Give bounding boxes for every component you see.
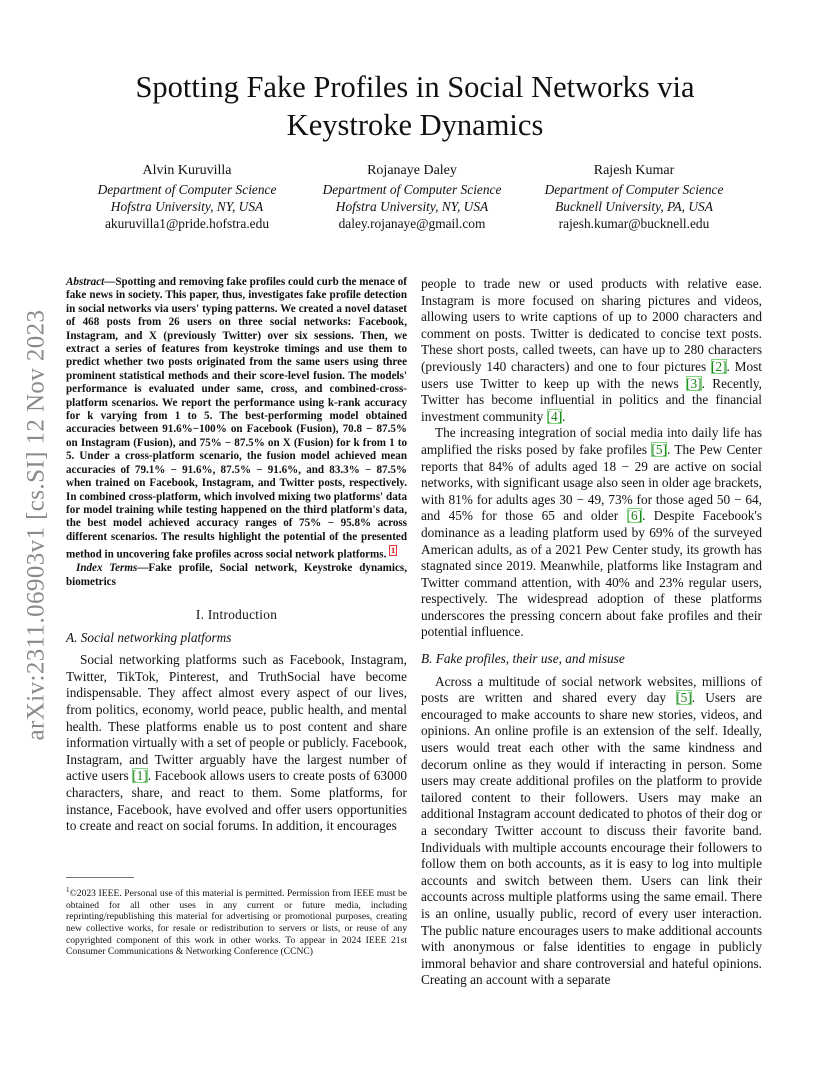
citation-link[interactable]: [ 1 ] [132, 768, 148, 783]
paper-title: Spotting Fake Profiles in Social Networks via Keystroke Dynamics [135, 70, 695, 142]
body-paragraph [66, 652, 407, 835]
paragraph-text: . Despite Facebook's dominance as a leading platform used by 69% of the surveyed American adults, as of a 2021 Pew Center study, its growth has stagnated since 2019. Meanwhile, platforms like Instagram and Twitter command attention, with 40% and 23% regular users, respectively. The widespread adoption of these platforms underscores the pressing concern about fake profiles and their potential influence. [421, 508, 763, 640]
footnote-text: ©2023 IEEE. Personal use of this material is permitted. Permission from IEEE must be obtained for all other uses in any current or future media, including reprinting/republishing this material for advertising or promotional purposes, creating new collective works, for resale or redistribution to servers or lists, or reuse of any copyrighted component of this work in other works. To appear in 2024 IEEE 21st Consumer Communications & Networking Conference (CCNC) [66, 888, 407, 958]
arxiv-side-banner [20, 290, 52, 760]
body-paragraph [421, 425, 762, 641]
author-university: Hofstra University, NY, USA [335, 199, 489, 214]
footnote-mark: 1 [66, 886, 70, 894]
paragraph-text: . [562, 408, 566, 424]
right-column [421, 276, 762, 989]
arxiv-identifier: arXiv:2311.06903v1 [cs.SI] 12 Nov 2023 [22, 309, 49, 741]
paragraph-text: . The Pew Center reports that 84% of adults aged 18 − 29 are active on social networks, with significant usage also seen in older age brackets, with 81% for adults ages 30 − 49, 73% for those aged 50 − 64, and 45% for those 65 and older [421, 441, 763, 524]
abstract-lead: Abstract [66, 276, 105, 288]
abstract-text: —Spotting and removing fake profiles could curb the menace of fake news in society. This paper, thus, investigates fake profile detection in social networks via users' typing patterns. We created a novel dataset of 468 posts from 26 users on three social networks: Facebook, Instagram, and X (previously Twitter) over six sessions. Then, we extract a series of features from keystroke timings and use them to predict whether two posts originated from the same users using three prominent statistical methods and their score-level fusion. The models' performance is evaluated under same, cross, and combined-cross-platform scenarios. We report the performance using k-rank accuracy for k varying from 1 to 5. The best-performing model obtained accuracies between 91.6%−100% on Facebook (Fusion), 70.8 − 87.5% on Instagram (Fusion), and 75% − 87.5% on X (Fusion) for k from 1 to 5. Under a cross-platform scenario, the fusion model achieved mean accuracies of 79.1% − 91.6%, 87.5% − 91.6%, and 83.3% − 87.5% when trained on Facebook, Instagram, and Twitter posts, respectively. In combined cross-platform, which involved mixing two platforms' data for model training while testing happened on the third platform's data, the best model achieved accuracy ranges of 75% − 95.8% across different scenarios. The results highlight the potential of the presented method in uncovering fake profiles across social network platforms. [66, 276, 407, 561]
author-email: daley.rojanaye@gmail.com [338, 216, 486, 231]
footnote [66, 885, 407, 958]
author-university: Bucknell University, PA, USA [555, 199, 713, 214]
author-block [519, 162, 749, 232]
author-university: Hofstra University, NY, USA [110, 199, 264, 214]
index-terms [66, 562, 407, 589]
footnote-divider [66, 877, 134, 878]
citation-link[interactable]: [ 6 ] [627, 508, 643, 523]
author-email: akuruvilla1@pride.hofstra.edu [104, 216, 270, 231]
citation-link[interactable]: [ 5 ] [651, 442, 667, 457]
abstract [66, 276, 407, 562]
author-department: Department of Computer Science [544, 182, 724, 197]
paragraph-text: . Recently, Twitter has become influential in politics and the financial investment community [421, 375, 762, 424]
paragraph-text: . Facebook allows users to create posts of 63000 characters, share, and react to them. Some platforms, for instance, Facebook, have evolved and offer users opportunities to create and react on social forums. In addition, it encourages [66, 768, 408, 834]
citation-link[interactable]: [ 2 ] [711, 359, 727, 374]
citation-link[interactable]: [ 4 ] [547, 409, 563, 424]
paragraph-text: people to trade new or used products with relative ease. Instagram is more focused on sharing pictures and videos, allowing users to write captions of up to 2000 characters and comment on posts. Twitter is dedicated to concise text posts. These short posts, called tweets, can have up to 280 characters (previously 140 characters) and one to four pictures [421, 276, 762, 374]
subsection-heading-a: A. Social networking platforms [66, 629, 232, 645]
index-terms-text: —Fake profile, Social network, Keystroke dynamics, biometrics [66, 562, 407, 588]
author-email: rajesh.kumar@bucknell.edu [558, 216, 710, 231]
citation-link[interactable]: [ 3 ] [686, 376, 702, 391]
citation-link[interactable]: [ 5 ] [676, 690, 692, 705]
paragraph-text: . Most users use Twitter to keep up with the news [421, 358, 762, 391]
section-heading-introduction: I. Introduction [195, 607, 278, 623]
index-terms-lead: Index Terms [76, 562, 138, 575]
author-department: Department of Computer Science [322, 182, 502, 197]
left-column [66, 276, 407, 835]
author-department: Department of Computer Science [97, 182, 277, 197]
paragraph-text: . Users are encouraged to make accounts to share new stories, videos, and opinions. An online profile is an extension of the self. Ideally, users would treat each other with the same kindness and decorum online as they would if interacting in person. Some users may create additional profiles on the platform to provide tailored content to their followers. Users may make an additional Instagram account dedicated to photos of their dog or a secondary Twitter account to discuss their favorite band. Individuals with multiple accounts encourage their followers to follow them on both accounts, as it is easy to log into multiple accounts and switch between them. Users can link their accounts across multiple platforms using the same email. There is an online, usually public, record of every user interaction. The public nature encourages users to make additional accounts with anonymous or false identities to engage in publicly immoral behavior and share controversial and hateful opinions. Creating an account with a separate [421, 690, 762, 988]
paragraph-text: The increasing integration of social media into daily life has amplified the risks posed by fake profiles [421, 425, 762, 457]
footnote-link[interactable]: 1 [391, 546, 396, 556]
subsection-heading-b: B. Fake profiles, their use, and misuse [421, 651, 625, 667]
author-name: Alvin Kuruvilla [142, 163, 232, 178]
author-name: Rojanaye Daley [367, 163, 457, 178]
body-paragraph [421, 674, 762, 989]
author-block [72, 162, 302, 232]
paragraph-text: Social networking platforms such as Facebook, Instagram, Twitter, TikTok, Pinterest, and TruthSocial have become indispensable. They affect almost every aspect of our lives, from politics, economy, world peace, public health, and mental health. These platforms enable us to post content and share information virtually with a set of people or publicly. Facebook, Instagram, and Twitter arguably have the largest number of active users [66, 652, 407, 784]
author-block [297, 162, 527, 232]
paragraph-text: Across a multitude of social network websites, millions of posts are written and shared every day [421, 673, 762, 706]
author-name: Rajesh Kumar [593, 163, 675, 178]
body-paragraph [421, 276, 762, 425]
